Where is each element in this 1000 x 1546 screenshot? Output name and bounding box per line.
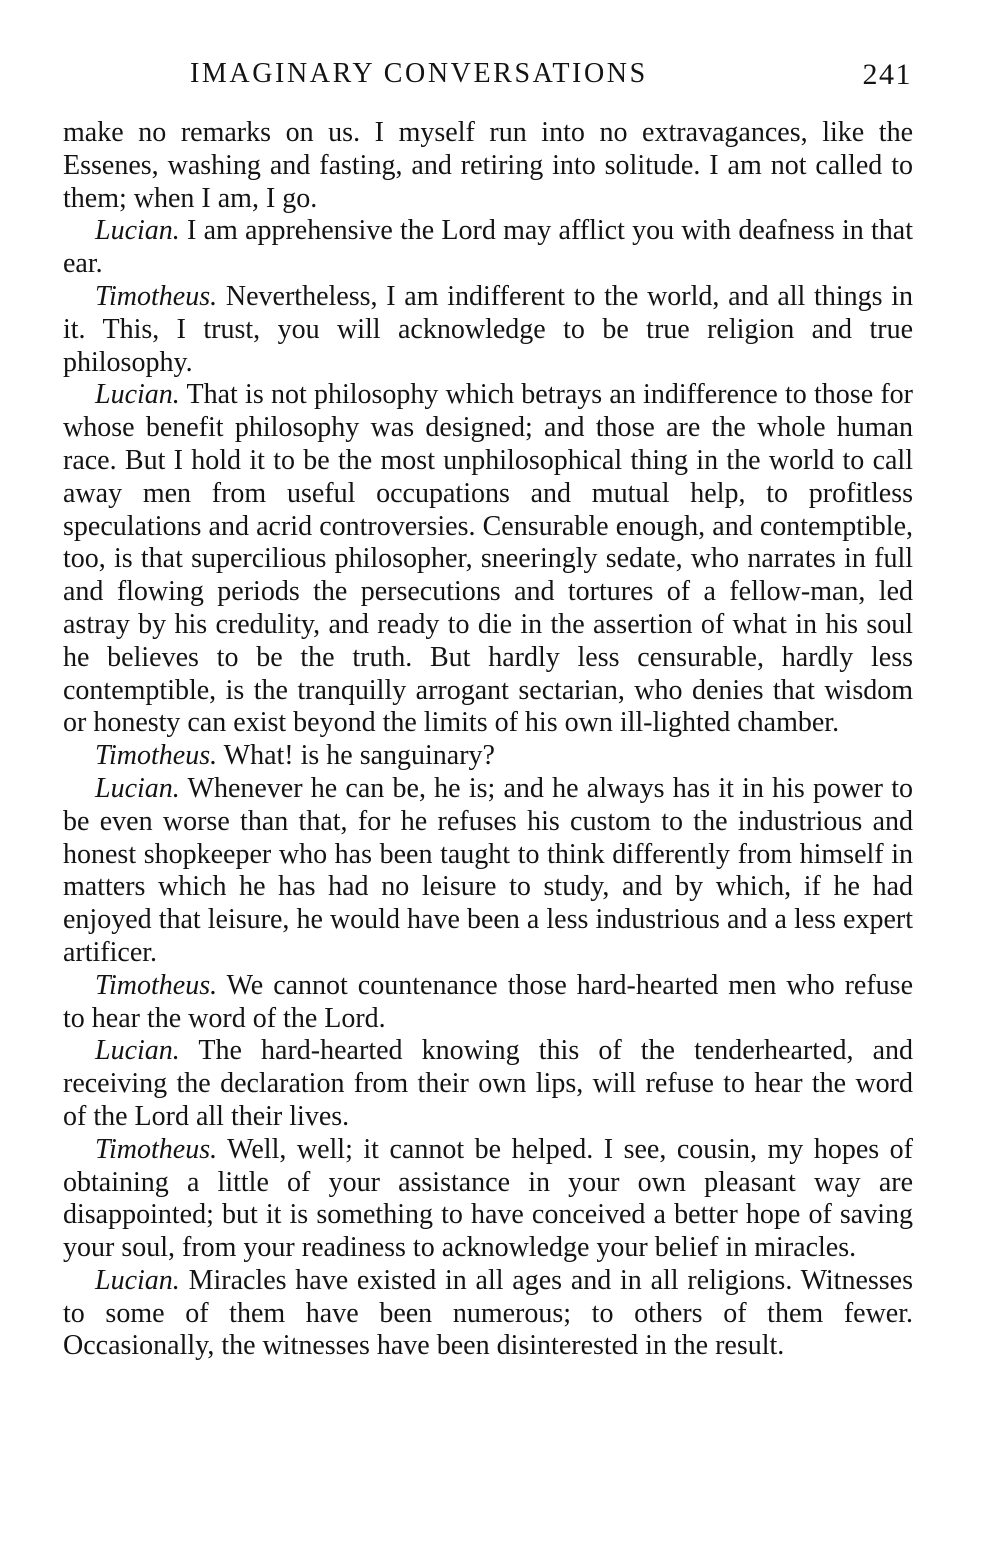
paragraph-text: make no remarks on us. I myself run into no extravagances, like the Essenes, washing and fasting, and retiring into solitude. I am not called to them; when I am, I go. <box>63 117 913 214</box>
page-number: 241 <box>862 58 912 91</box>
paragraph <box>63 1134 913 1265</box>
body-text <box>63 117 913 1363</box>
paragraph-text: What! is he sanguinary? <box>223 740 495 772</box>
paragraph-text: That is not philosophy which betrays an indifference to those for whose benefit philosophy was designed; and those are the whole human race. But I hold it to be the most unphilosophical thing in the world to call away men from useful occupations and mutual help, to profitless speculations and acrid controversies. Censurable enough, and contemptible, too, is that supercilious philosopher, sneeringly sedate, who narrates in full and flowing periods the persecutions and tortures of a fellow-man, led astray by his credulity, and ready to die in the assertion of what in his soul he believes to be the truth. But hardly less censurable, hardly less contemptible, is the tranquilly arrogant sectarian, who denies that wisdom or honesty can exist beyond the limits of his own ill-lighted chamber. <box>63 379 914 739</box>
paragraph <box>63 379 913 740</box>
paragraph <box>63 740 913 773</box>
speaker-name: Lucian. <box>95 215 180 247</box>
paragraph-text: We cannot countenance those hard-hearted men who refuse to hear the word of the Lord. <box>63 969 913 1034</box>
running-title: IMAGINARY CONVERSATIONS <box>190 58 648 89</box>
speaker-name: Timotheus. <box>95 1133 218 1165</box>
paragraph-text: Miracles have existed in all ages and in all religions. Witnesses to some of them have been numerous; to others of them fewer. Occasionally, the witnesses have been disinterested in the result. <box>63 1264 914 1362</box>
paragraph <box>63 215 913 281</box>
speaker-name: Lucian. <box>95 772 180 804</box>
speaker-name: Lucian. <box>95 1264 180 1296</box>
paragraph <box>63 1265 913 1363</box>
speaker-name: Timotheus. <box>95 969 218 1001</box>
paragraph <box>63 117 913 215</box>
paragraph-text: Whenever he can be, he is; and he always has it in his power to be even worse than that, for he refuses his custom to the industrious and honest shopkeeper who has been taught to think differently from himself in matters which he has had no leisure to study, and by which, if he had enjoyed that leisure, he would have been a less industrious and a less expert artificer. <box>63 772 914 968</box>
speaker-name: Lucian. <box>95 1035 180 1067</box>
paragraph-text: The hard-hearted knowing this of the tenderhearted, and receiving the declaration from their own lips, will refuse to hear the word of the Lord all their lives. <box>63 1035 913 1132</box>
speaker-name: Lucian. <box>95 379 180 411</box>
speaker-name: Timotheus. <box>95 280 218 312</box>
paragraph <box>63 970 913 1036</box>
paragraph-text: I am apprehensive the Lord may afflict you with deafness in that ear. <box>63 215 914 280</box>
paragraph-text: Nevertheless, I am indifferent to the world, and all things in it. This, I trust, you will acknowledge to be true religion and true philosophy. <box>63 280 914 378</box>
paragraph-text: Well, well; it cannot be helped. I see, cousin, my hopes of obtaining a little of your assistance in your own pleasant way are disappointed; but it is something to have conceived a better hope of saving your soul, from your readiness to acknowledge your belief in miracles. <box>63 1133 913 1264</box>
paragraph <box>63 281 913 379</box>
speaker-name: Timotheus. <box>95 740 218 772</box>
paragraph <box>63 1035 913 1133</box>
page-header <box>62 58 912 98</box>
paragraph <box>63 773 913 970</box>
